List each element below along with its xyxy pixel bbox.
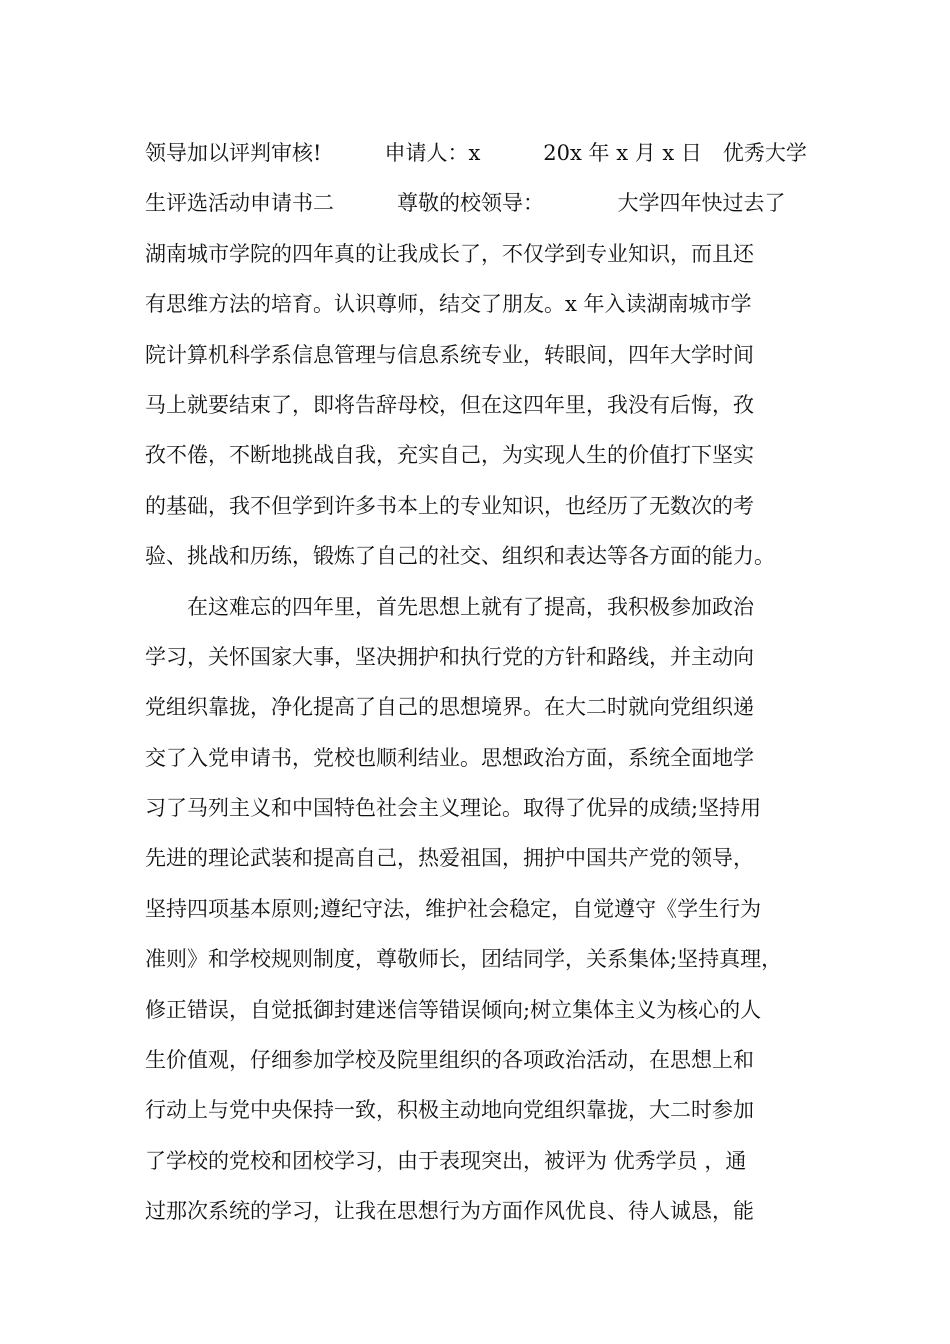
text-line: 马上就要结束了，即将告辞母校，但在这四年里，我没有后悔，孜 [145, 392, 754, 417]
text-line: 过那次系统的学习，让我在思想行为方面作风优良、待人诚恳，能 [145, 1199, 754, 1224]
text-line: 了学校的党校和团校学习，由于表现突出，被评为 优秀学员 ，通 [145, 1148, 747, 1173]
text-line: 准则》和学校规则制度，尊敬师长，团结同学，关系集体;坚持真理， [145, 947, 783, 972]
text-line: 孜不倦，不断地挑战自我，充实自己，为实现人生的价值打下坚实 [145, 443, 754, 468]
text-line: 生价值观，仔细参加学校及院里组织的各项政治活动，在思想上和 [145, 1048, 754, 1073]
text-line: 习了马列主义和中国特色社会主义理论。取得了优异的成绩;坚持用 [145, 796, 762, 821]
text-line: 验、挑战和历练，锻炼了自己的社交、组织和表达等各方面的能力。 [145, 544, 775, 569]
text-line: 学习，关怀国家大事，坚决拥护和执行党的方针和路线，并主动向 [145, 644, 754, 669]
text-line: 院计算机科学系信息管理与信息系统专业，转眼间，四年大学时间 [145, 342, 754, 367]
text-line: 行动上与党中央保持一致，积极主动地向党组织靠拢，大二时参加 [145, 1098, 754, 1123]
text-line: 党组织靠拢，净化提高了自己的思想境界。在大二时就向党组织递 [145, 695, 754, 720]
document-body [145, 128, 825, 1237]
text-line: 有思维方法的培育。认识尊师，结交了朋友。x 年入读湖南城市学 [145, 292, 752, 317]
text-line: 湖南城市学院的四年真的让我成长了，不仅学到专业知识，而且还 [145, 241, 754, 266]
text-line: 在这难忘的四年里，首先思想上就有了提高，我积极参加政治 [145, 594, 754, 619]
text-line: 领导加以评判审核! 申请人：x 20x 年 x 月 x 日 优秀大学 [145, 141, 807, 165]
text-line: 先进的理论武装和提高自己，热爱祖国，拥护中国共产党的领导， [145, 846, 754, 871]
text-line: 交了入党申请书，党校也顺利结业。思想政治方面，系统全面地学 [145, 745, 754, 770]
text-line: 的基础，我不但学到许多书本上的专业知识，也经历了无数次的考 [145, 493, 754, 518]
text-line: 修正错误，自觉抵御封建迷信等错误倾向;树立集体主义为核心的人 [145, 997, 762, 1022]
text-line: 坚持四项基本原则;遵纪守法，维护社会稳定，自觉遵守《学生行为 [145, 896, 762, 921]
text-line: 生评选活动申请书二 尊敬的校领导： 大学四年快过去了 [145, 191, 786, 216]
